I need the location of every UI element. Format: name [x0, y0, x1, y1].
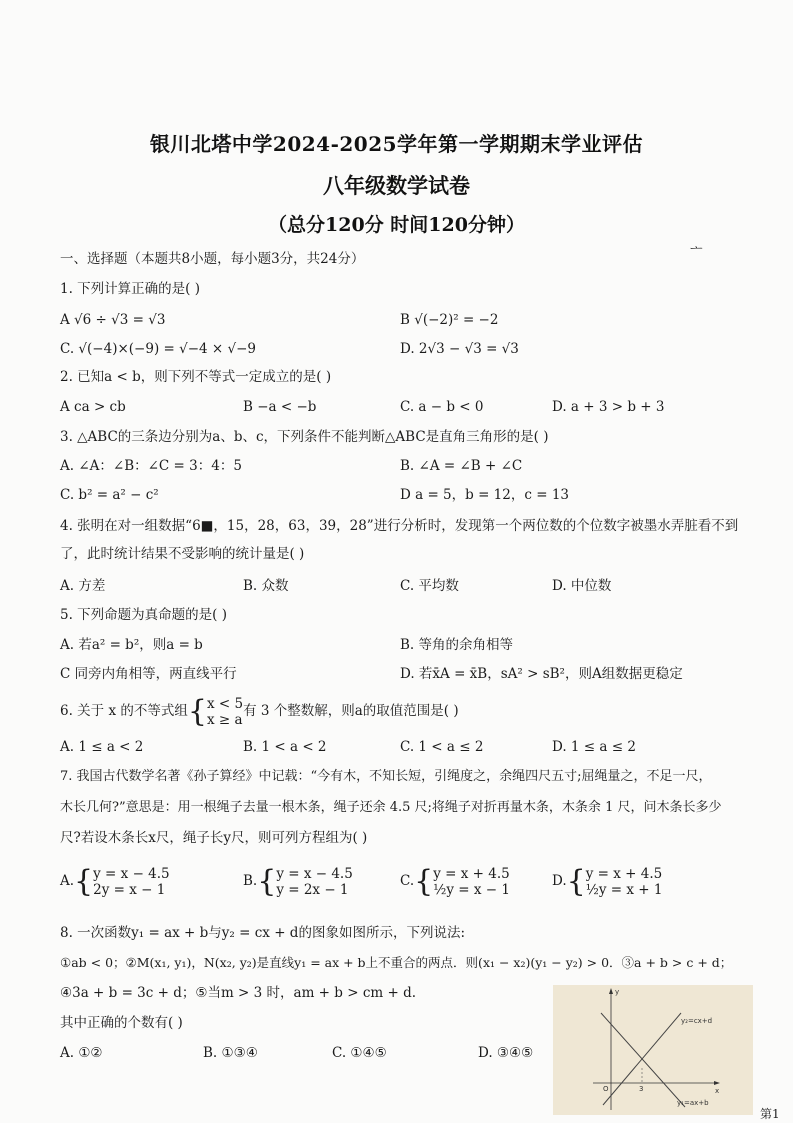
q7-option-c-system — [433, 866, 510, 898]
q2-option-b: B −a < −b — [243, 399, 317, 415]
q7-option-c-label: C. — [400, 873, 415, 889]
q7-option-b-system — [276, 866, 353, 898]
y2-label: y₂=cx+d — [681, 1017, 713, 1025]
q3-stem: 3. △ABC的三条边分别为a、b、c，下列条件不能判断△ABC是直角三角形的是( ) — [60, 429, 549, 445]
q3-option-b: B. ∠A = ∠B + ∠C — [400, 458, 523, 474]
q7-stem-line2: 木长几何?”意思是：用一根绳子去量一根木条，绳子还余 4.5 尺;将绳子对折再量木条，木条余 1 尺，问木条长多少 — [60, 800, 722, 815]
q6-system — [207, 696, 243, 728]
y-axis-arrow — [609, 988, 613, 994]
q2-option-d: D. a + 3 > b + 3 — [552, 399, 665, 415]
exam-subtitle: 八年级数学试卷 — [323, 173, 470, 198]
q7-option-a-brace: { — [74, 863, 94, 899]
q7-option-d-label: D. — [552, 873, 567, 889]
q7-option-d-bottom: ½y = x + 1 — [585, 881, 663, 898]
x-axis-arrow — [714, 1081, 720, 1085]
q8-count-question: 其中正确的个数有( ) — [60, 1015, 183, 1031]
q6-stem — [60, 694, 459, 728]
q8-statements-line1: ①ab < 0；②M(x₁, y₁)，N(x₂, y₂)是直线y₁ = ax + b上不重合的两点．则(x₁ − x₂)(y₁ − y₂) > 0．③a + b > c + d； — [60, 955, 733, 970]
q7-option-a-top: y = x − 4.5 — [93, 865, 170, 882]
q6-option-c: C. 1 < a ≤ 2 — [400, 739, 484, 755]
q5-option-b: B. 等角的余角相等 — [400, 637, 514, 653]
tick-3-label: 3 — [639, 1085, 644, 1093]
q1-stem: 1. 下列计算正确的是( ) — [60, 281, 200, 297]
q3-option-a: A. ∠A：∠B：∠C = 3：4：5 — [60, 458, 242, 474]
q7-stem-line3: 尺?若设木条长x尺，绳子长y尺，则可列方程组为( ) — [60, 830, 368, 846]
q2-stem: 2. 已知a < b，则下列不等式一定成立的是( ) — [60, 369, 332, 385]
origin-label: O — [603, 1085, 609, 1093]
q1-option-b: B √(−2)² = −2 — [400, 312, 499, 328]
x-axis-label: x — [715, 1087, 720, 1095]
q5-option-c: C 同旁内角相等，两直线平行 — [60, 666, 237, 682]
q4-option-c: C. 平均数 — [400, 578, 459, 594]
q8-option-b: B. ①③④ — [203, 1045, 258, 1061]
q6-system-top: x < 5 — [206, 695, 244, 712]
q5-stem: 5. 下列命题为真命题的是( ) — [60, 607, 227, 623]
q6-option-a: A. 1 ≤ a < 2 — [60, 739, 144, 755]
q4-stem-line2: 了，此时统计结果不受影响的统计量是( ) — [60, 546, 305, 562]
q7-option-b-bottom: y = 2x − 1 — [276, 881, 349, 898]
q4-option-a: A. 方差 — [60, 578, 106, 594]
q4-option-b: B. 众数 — [243, 578, 289, 594]
q8-graph-figure — [553, 985, 753, 1115]
q7-option-a — [60, 864, 170, 898]
q2-option-a: A ca > cb — [60, 399, 126, 415]
q8-statements-line2: ④3a + b = 3c + d；⑤当m > 3 时，am + b > cm + d. — [60, 985, 417, 1001]
q7-option-d-system — [586, 866, 663, 898]
q7-option-c-bottom: ½y = x − 1 — [433, 881, 510, 898]
q8-stem: 8. 一次函数y₁ = ax + b与y₂ = cx + d的图象如图所示，下列说法: — [60, 925, 465, 941]
q7-option-c-top: y = x + 4.5 — [433, 865, 510, 882]
q1-option-c: C. √(−4)×(−9) = √−4 × √−9 — [60, 341, 257, 357]
q7-option-b-top: y = x − 4.5 — [276, 865, 353, 882]
q8-option-d: D. ③④⑤ — [478, 1045, 534, 1061]
q6-option-d: D. 1 ≤ a ≤ 2 — [552, 739, 636, 755]
q6-prefix: 6. 关于 x 的不等式组 — [60, 703, 188, 719]
q1-option-d: D. 2√3 − √3 = √3 — [400, 341, 519, 357]
q1-option-a: A √6 ÷ √3 = √3 — [60, 312, 166, 328]
section-heading: 一、选择题（本题共8小题，每小题3分，共24分） — [60, 251, 365, 267]
q7-option-b — [243, 864, 353, 898]
q6-system-bottom: x ≥ a — [206, 711, 243, 728]
q5-option-d: D. 若x̄A = x̄B，sA² > sB²，则A组数据更稳定 — [400, 666, 683, 682]
q7-option-c-brace: { — [414, 863, 434, 899]
y1-label: y₁=ax+b — [677, 1099, 709, 1107]
y-axis-label: y — [615, 988, 620, 996]
q6-suffix: 有 3 个整数解，则a的取值范围是( ) — [243, 703, 459, 719]
q8-option-a: A. ①② — [60, 1045, 103, 1061]
q7-option-c — [400, 864, 510, 898]
q4-option-d: D. 中位数 — [552, 578, 612, 594]
q3-option-c: C. b² = a² − c² — [60, 487, 159, 503]
exam-title: 银川北塔中学2024-2025学年第一学期期末学业评估 — [149, 132, 644, 156]
corner-mark: ᅩ — [690, 242, 703, 257]
q3-option-d: D a = 5，b = 12，c = 13 — [400, 487, 569, 503]
q6-brace: { — [187, 693, 207, 729]
q6-option-b: B. 1 < a < 2 — [243, 739, 327, 755]
q7-stem-line1: 7. 我国古代数学名著《孙子算经》中记载：“今有木，不知长短，引绳度之，余绳四尺五寸;屈绳量之，不足一尺， — [60, 769, 712, 784]
q7-option-a-system — [93, 866, 170, 898]
q7-option-d-brace: { — [566, 863, 586, 899]
q5-option-a: A. 若a² = b²，则a = b — [60, 637, 203, 653]
q8-option-c: C. ①④⑤ — [332, 1045, 387, 1061]
q2-option-c: C. a − b < 0 — [400, 399, 484, 415]
q7-option-b-label: B. — [243, 873, 258, 889]
exam-info: （总分120分 时间120分钟） — [268, 214, 525, 236]
q7-option-b-brace: { — [257, 863, 277, 899]
page-number: 第1 — [760, 1107, 780, 1121]
q8-graph — [553, 985, 753, 1115]
q7-option-a-bottom: 2y = x − 1 — [93, 881, 166, 898]
q4-stem-line1: 4. 张明在对一组数据“6■，15，28，63，39，28”进行分析时，发现第一个两位数的个位数字被墨水弄脏看不到 — [60, 518, 739, 534]
q7-option-d — [552, 864, 662, 898]
q7-option-d-top: y = x + 4.5 — [585, 865, 663, 882]
q7-option-a-label: A. — [60, 873, 75, 889]
